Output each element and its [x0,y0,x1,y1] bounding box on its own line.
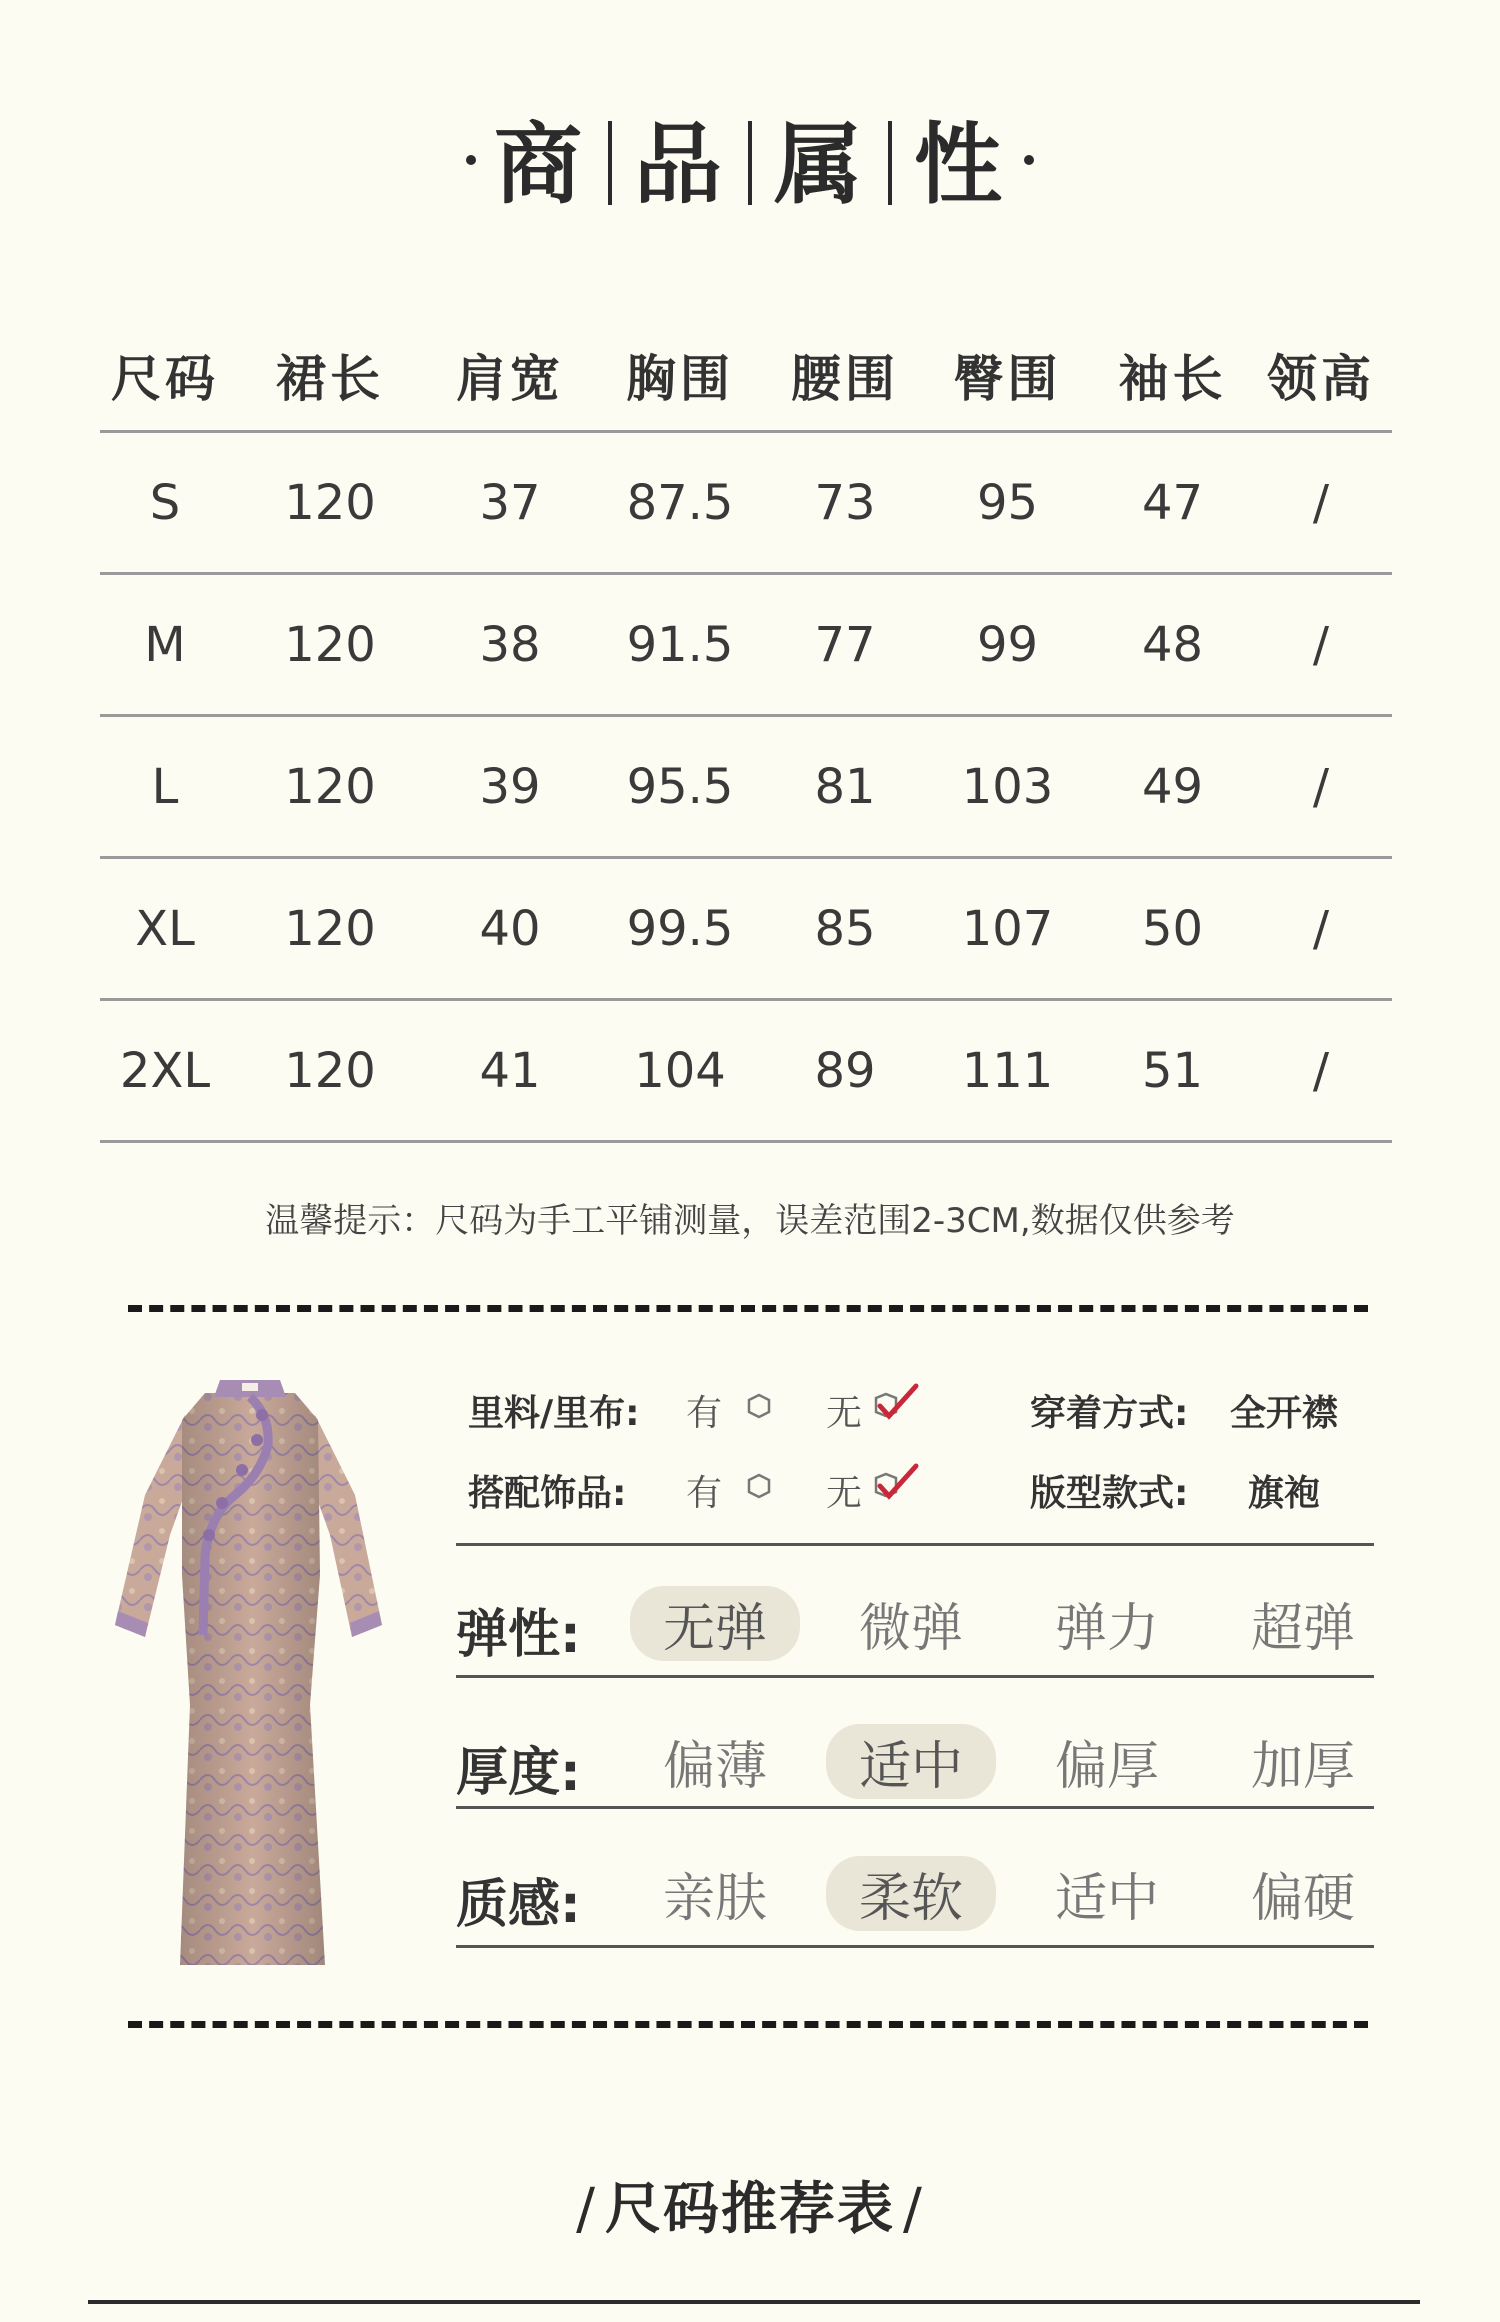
header-cell: 臀围 [953,350,1062,408]
table-row [100,714,1392,856]
header-cell: 袖长 [1118,350,1227,408]
value-cell: 104 [634,1042,726,1099]
value-cell: 77 [814,616,876,673]
value-cell: 95.5 [626,758,734,815]
elasticity-label: 弹性: [456,1605,581,1665]
table-row [100,572,1392,714]
title-char: 商 [493,113,586,216]
value-cell: 37 [479,474,541,531]
table-row [100,856,1392,998]
elasticity-option-selected: 无弹 [630,1586,800,1661]
value-cell: / [1312,900,1330,957]
title-char: 性 [914,113,1007,216]
size-cell: 2XL [119,1042,211,1099]
value-cell: / [1312,474,1330,531]
value-cell: 40 [479,900,541,957]
texture-label: 质感: [456,1875,581,1935]
value-cell: 47 [1141,474,1204,531]
accessory-label: 搭配饰品: [468,1473,627,1514]
value-cell: 50 [1141,900,1204,957]
divider [456,1945,1374,1948]
value-cell: 120 [284,758,376,815]
thickness-option-selected: 适中 [826,1724,996,1799]
size-recommendation-title [0,2165,1500,2245]
table-row [100,998,1392,1140]
title-separator [608,121,612,205]
accessory-option-yes: 有 [686,1473,723,1514]
dress-image [110,1375,395,1975]
value-cell: / [1312,616,1330,673]
value-cell: 103 [961,758,1054,815]
value-cell: / [1312,758,1330,815]
dashed-divider [128,2021,1368,2028]
style-label: 版型款式: [1030,1473,1189,1514]
title-dot-left [466,155,476,165]
header-cell: 尺码 [111,350,219,408]
page-title [0,95,1500,221]
texture-option: 亲肤 [662,1869,767,1929]
value-cell: 120 [284,1042,376,1099]
title-char: 品 [633,113,726,216]
accessory-yes-empty-circle-icon [746,1473,772,1499]
header-cell: 裙长 [276,350,384,408]
value-cell: 107 [961,900,1054,957]
lining-option-no: 无 [826,1393,863,1434]
wear-label: 穿着方式: [1030,1393,1189,1434]
lining-no-check-icon [872,1382,920,1422]
divider [456,1543,1374,1546]
value-cell: 120 [284,616,376,673]
value-cell: 120 [284,900,376,957]
thickness-option: 加厚 [1250,1737,1355,1797]
value-cell: 89 [814,1042,876,1099]
value-cell: 99.5 [626,900,734,957]
value-cell: 95 [976,474,1039,531]
elasticity-option: 超弹 [1250,1599,1355,1659]
thickness-options [630,1724,1388,1799]
size-cell: M [144,616,186,673]
size-table-header [100,320,1392,430]
accessory-no-check-icon [872,1462,920,1502]
value-cell: 38 [479,616,541,673]
value-cell: 73 [814,474,876,531]
lining-yes-empty-circle-icon [746,1393,772,1419]
header-cell: 肩宽 [456,350,564,408]
thickness-option: 偏薄 [662,1737,767,1797]
title-dot-right [1024,155,1034,165]
header-cell: 腰围 [791,350,899,408]
texture-option: 偏硬 [1250,1869,1355,1929]
value-cell: 91.5 [626,616,734,673]
elasticity-options [630,1586,1388,1661]
value-cell: 87.5 [626,474,734,531]
elasticity-option: 弹力 [1054,1599,1159,1659]
title-slash: / [903,2177,924,2242]
measurement-tip: 温馨提示：尺码为手工平铺测量，误差范围2-3CM,数据仅供参考 [265,1201,1235,1241]
value-cell: 39 [479,758,541,815]
texture-option-selected: 柔软 [826,1856,996,1931]
title-separator [748,121,752,205]
texture-options [630,1856,1388,1931]
title-char: 属 [774,113,867,216]
dashed-divider [128,1305,1368,1312]
accessory-option-no: 无 [826,1473,863,1514]
size-cell: L [151,758,179,815]
wear-value: 全开襟 [1230,1393,1339,1434]
value-cell: 48 [1141,616,1204,673]
title-slash: / [576,2177,597,2242]
texture-option: 适中 [1054,1869,1159,1929]
title-separator [888,121,892,205]
lining-label: 里料/里布: [468,1393,640,1434]
value-cell: 81 [814,758,876,815]
size-cell: S [149,474,181,531]
bottom-rule [88,2300,1420,2304]
thickness-label: 厚度: [456,1743,581,1803]
value-cell: 49 [1141,758,1204,815]
elasticity-option: 微弹 [858,1599,963,1659]
value-cell: / [1312,1042,1330,1099]
table-bottom-rule [100,1140,1392,1143]
header-cell: 领高 [1267,350,1375,408]
value-cell: 41 [479,1042,541,1099]
table-row [100,430,1392,572]
thickness-option: 偏厚 [1054,1737,1159,1797]
value-cell: 99 [976,616,1039,673]
header-cell: 胸围 [626,350,734,408]
size-table [100,320,1392,1143]
style-value: 旗袍 [1248,1473,1321,1514]
value-cell: 85 [814,900,876,957]
value-cell: 120 [284,474,376,531]
footer-title-text: 尺码推荐表 [605,2177,895,2242]
size-cell: XL [135,900,195,957]
divider [456,1675,1374,1678]
value-cell: 111 [961,1042,1054,1099]
value-cell: 51 [1141,1042,1204,1099]
lining-option-yes: 有 [686,1393,723,1434]
divider [456,1806,1374,1809]
